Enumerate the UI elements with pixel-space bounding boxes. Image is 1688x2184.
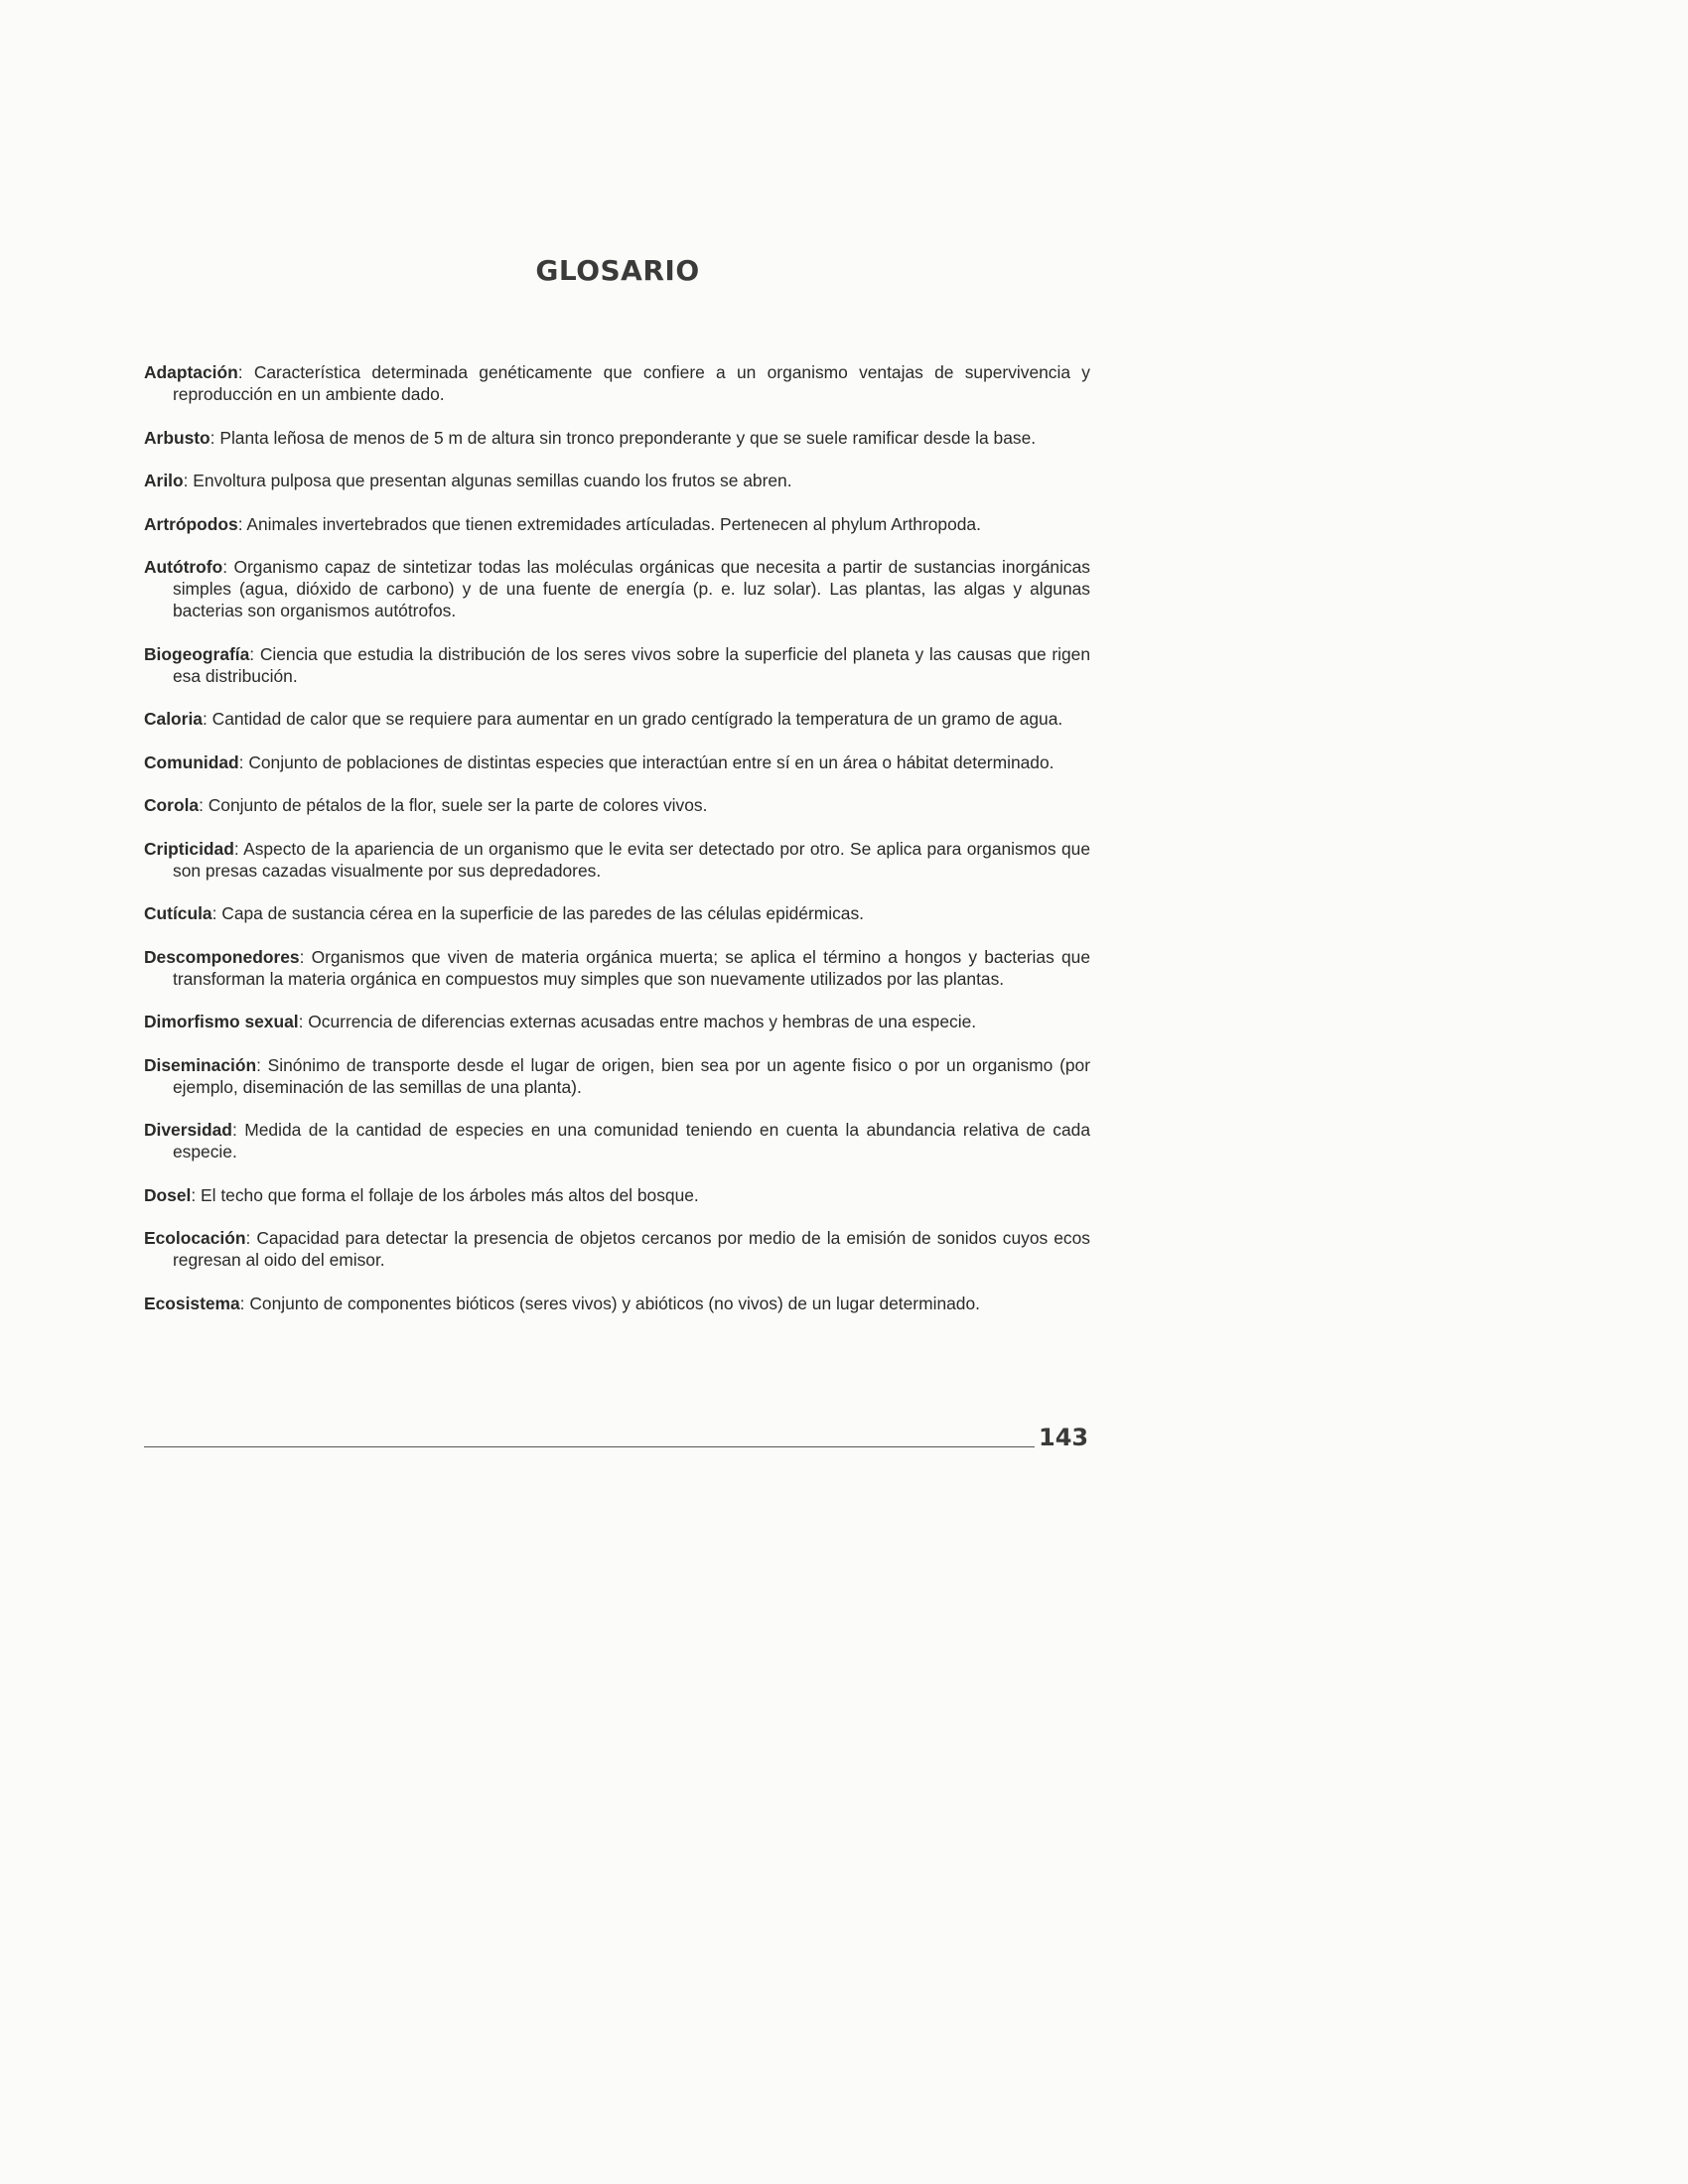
term-separator: : [237,362,254,383]
term-separator: : [210,427,220,448]
glossary-term: Descomponedores [144,946,300,967]
glossary-term: Adaptación [144,362,238,383]
term-separator: : [222,557,234,578]
glossary-definition: Conjunto de componentes bióticos (seres vivos) y abióticos (no vivos) de un lugar determinado. [249,1293,980,1313]
glossary-definition: Medida de la cantidad de especies en una comunidad teniendo en cuenta la abundancia relativa de cada especie. [173,1120,1090,1162]
term-separator: : [298,1012,309,1032]
term-separator: : [199,795,209,816]
glossary-definition: Ciencia que estudia la distribución de los seres vivos sobre la superficie del planeta y las causas que rigen esa distribución. [173,643,1090,686]
glossary-definition: Envoltura pulposa que presentan algunas semillas cuando los frutos se abren. [193,471,792,491]
glossary-entry [144,902,1090,924]
glossary-term: Ecosistema [144,1293,240,1313]
glossary-definition: El techo que forma el follaje de los árboles más altos del bosque. [201,1184,699,1205]
glossary-term: Arilo [144,471,184,491]
glossary-definition: Organismo capaz de sintetizar todas las moléculas orgánicas que necesita a partir de sustancias inorgánicas simples (agua, dióxido de carbono) y de una fuente de energía (p. e. luz solar). Las plantas, las algas y algunas bacterias son organismos autótrofos. [173,557,1090,621]
term-separator: : [231,1120,245,1141]
glossary-entry [144,708,1090,730]
glossary-term: Dimorfismo sexual [144,1012,299,1032]
glossary-term: Cripticidad [144,838,234,859]
term-separator: : [238,751,249,772]
term-separator: : [299,946,312,967]
glossary-entry [144,556,1090,621]
glossary-term: Ecolocación [144,1228,246,1249]
glossary-definition: Animales invertebrados que tienen extremidades artículadas. Pertenecen al phylum Arthropoda. [246,513,981,534]
glossary-term: Dosel [144,1184,192,1205]
footer-rule [144,1446,1035,1447]
glossary-definition: Ocurrencia de diferencias externas acusadas entre machos y hembras de una especie. [308,1012,977,1032]
glossary-term: Biogeografía [144,643,250,664]
glossary-definition: Característica determinada genéticamente que confiere a un organismo ventajas de supervivencia y reproducción en un ambiente dado. [173,362,1091,405]
term-separator: : [183,471,194,491]
glossary-term: Cutícula [144,903,212,924]
glossary-term: Caloria [144,709,203,730]
glossary-definition: Sinónimo de transporte desde el lugar de origen, bien sea por un agente fisico o por un organismo (por ejemplo, diseminación de las semillas de una planta). [173,1054,1090,1097]
glossary-term: Autótrofo [144,557,223,578]
glossary-entry [144,1293,1090,1314]
glossary-entry [144,1119,1090,1162]
glossary-definition: Capacidad para detectar la presencia de objetos cercanos por medio de la emisión de sonidos cuyos ecos regresan al oido del emisor. [173,1228,1090,1271]
term-separator: : [191,1184,202,1205]
glossary-entry [144,513,1090,535]
glossary-entry [144,470,1090,491]
glossary-term: Corola [144,795,200,816]
glossary-entry [144,1011,1090,1032]
glossary-definition: Planta leñosa de menos de 5 m de altura sin tronco preponderante y que se suele ramificar desde la base. [219,427,1037,448]
term-separator: : [245,1228,257,1249]
glossary-term: Comunidad [144,751,239,772]
glossary-list [144,344,1090,1335]
glossary-term: Artrópodos [144,513,238,534]
glossary-entry [144,794,1090,816]
glossary-entry [144,1227,1090,1271]
glossary-term: Diversidad [144,1120,232,1141]
glossary-definition: Conjunto de pétalos de la flor, suele ser la parte de colores vivos. [208,795,708,816]
term-separator: : [256,1054,268,1075]
glossary-entry [144,1184,1090,1206]
term-separator: : [211,903,222,924]
page-number: 143 [1039,1424,1089,1451]
glossary-entry [144,1054,1090,1098]
glossary-entry [144,427,1090,449]
glossary-definition: Capa de sustancia cérea en la superficie de las paredes de las células epidérmicas. [221,903,865,924]
term-separator: : [202,709,212,730]
glossary-entry [144,838,1090,882]
term-separator: : [237,513,247,534]
glossary-definition: Aspecto de la apariencia de un organismo que le evita ser detectado por otro. Se aplica para organismos que son presas cazadas visualmente por sus depredadores. [173,838,1090,881]
glossary-entry [144,946,1090,990]
term-separator: : [239,1293,250,1313]
glossary-definition: Cantidad de calor que se requiere para aumentar en un grado centígrado la temperatura de un gramo de agua. [211,709,1063,730]
glossary-entry [144,751,1090,773]
term-separator: : [233,838,244,859]
page-title: GLOSARIO [535,254,700,287]
glossary-entry [144,643,1090,687]
term-separator: : [249,643,260,664]
glossary-term: Diseminación [144,1054,257,1075]
glossary-term: Arbusto [144,427,211,448]
glossary-entry [144,361,1090,405]
glossary-definition: Conjunto de poblaciones de distintas especies que interactúan entre sí en un área o hábitat determinado. [248,751,1055,772]
glossary-definition: Organismos que viven de materia orgánica muerta; se aplica el término a hongos y bacterias que transforman la materia orgánica en compuestos muy simples que son nuevamente utilizados por las plantas. [173,946,1090,989]
